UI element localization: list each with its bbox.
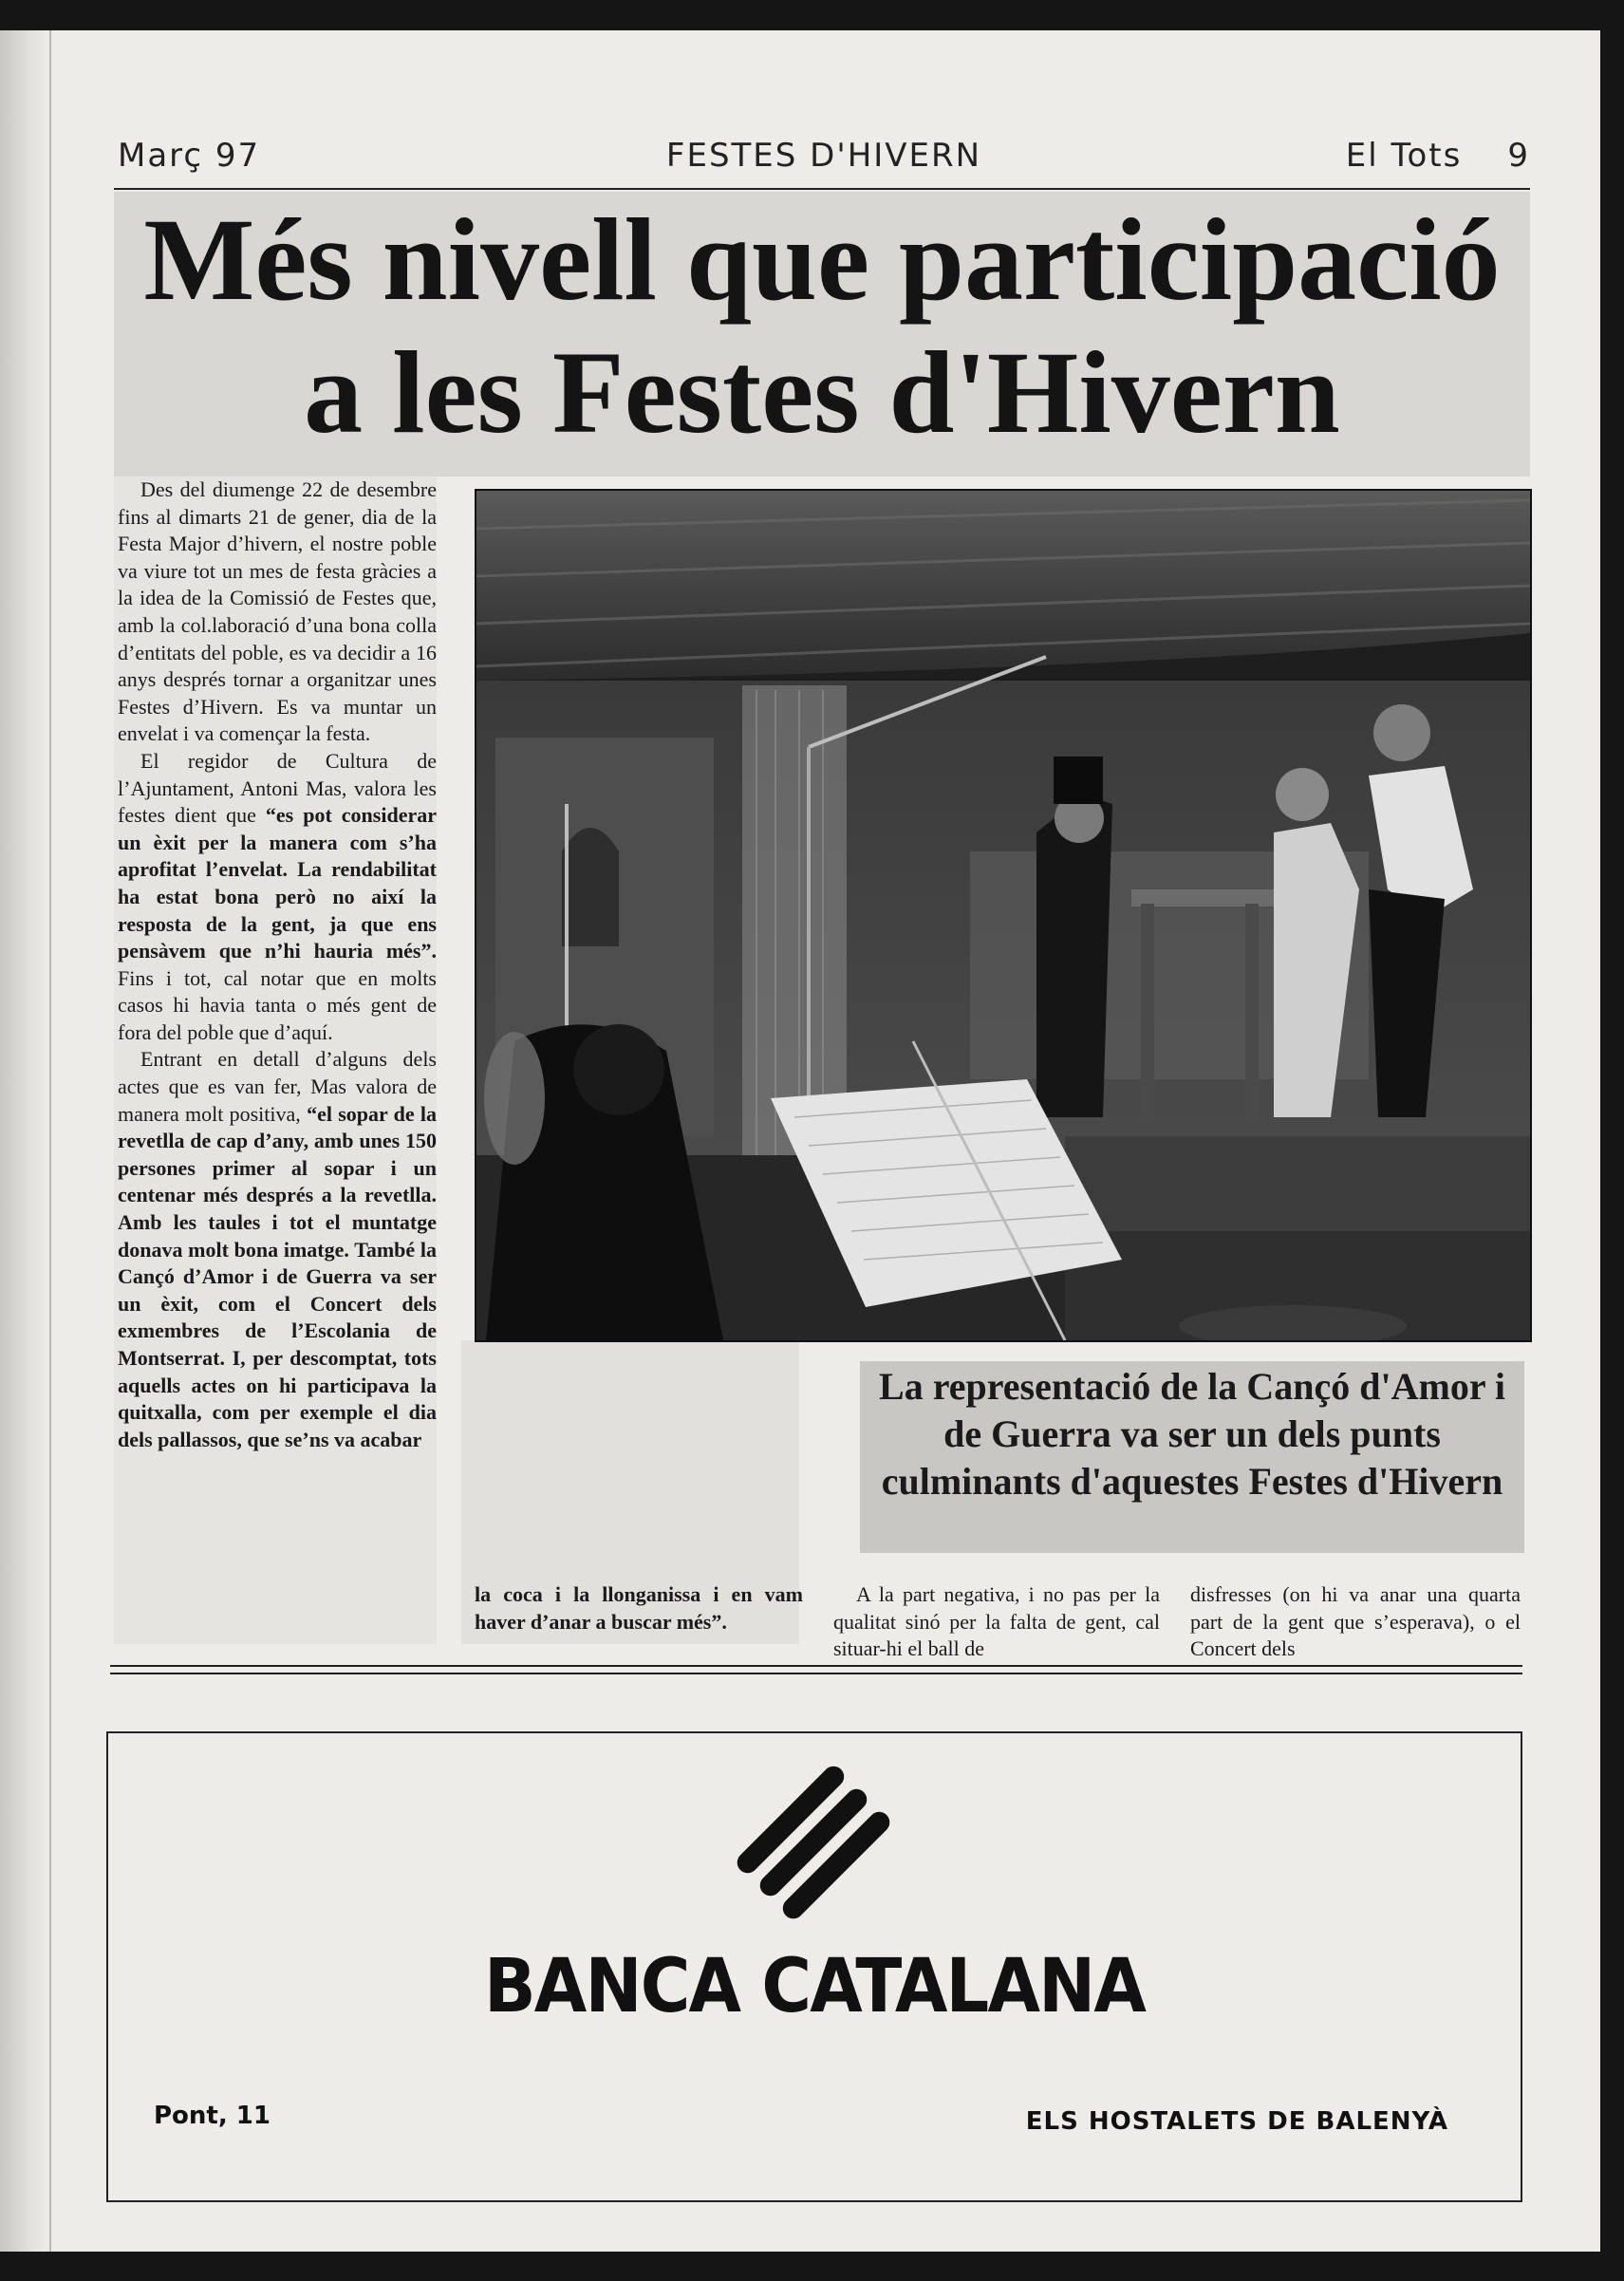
- column-4-text: disfresses (on hi va anar una quarta part de la gent que s’esperava), o el Concert dels: [1190, 1582, 1521, 1661]
- section-rule-top: [110, 1665, 1522, 1667]
- binding-edge: [49, 30, 51, 2252]
- headline-line-1: Més nivell que participació: [143, 195, 1501, 325]
- article-column-2: [475, 1581, 803, 1636]
- column-2-text: la coca i la llonganissa i en vam haver d’anar a buscar més”.: [475, 1582, 803, 1634]
- issue-date: Març 97: [118, 137, 261, 175]
- paragraph-3-lead: Entrant en detall d’alguns dels actes que es van fer, Mas valora de manera molt positiva,: [118, 1047, 437, 1126]
- brand-name: BANCA CATALANA: [483, 1944, 1146, 2029]
- stage-photo-illustration: [476, 491, 1530, 1340]
- section-title: FESTES D'HIVERN: [665, 137, 982, 175]
- paragraph-2-lead: El regidor de Cultura de l’Ajuntament, Antoni Mas, valora les festes dient que: [118, 748, 437, 828]
- paragraph-2: [118, 748, 437, 1047]
- branch-town: ELS HOSTALETS DE BALENYÀ: [1025, 2107, 1448, 2136]
- branch-address: Pont, 11: [154, 2102, 271, 2130]
- magazine-page: [0, 30, 1600, 2252]
- page-number: 9: [1507, 137, 1530, 175]
- binding-gutter: [0, 30, 49, 2252]
- section-rule-bottom: [110, 1673, 1522, 1674]
- publication-name: El Tots: [1345, 137, 1463, 175]
- header-rule: [114, 188, 1530, 190]
- stage-photo: [475, 489, 1532, 1342]
- headline: [114, 194, 1530, 459]
- paragraph-1: Des del diumenge 22 de desembre fins al dimarts 21 de gener, dia de la Festa Major d’hivern, el nostre poble va viure tot un mes de festa gràcies a la idea de la Comissió de Festes que, amb la col.laboració d’una bona colla d’entitats del poble, es va decidir a 16 anys després tornar a organitzar unes Festes d’Hivern. Es va muntar un envelat i va començar la festa.: [118, 477, 437, 746]
- photo-caption: La representació de la Cançó d'Amor i de Guerra va ser un dels punts culminants d'aquestes Festes d'Hivern: [879, 1365, 1505, 1503]
- paragraph-2-tail: Fins i tot, cal notar que en molts casos hi havia tanta o més gent de fora del poble que d’aquí.: [118, 965, 437, 1044]
- headline-line-2: a les Festes d'Hivern: [304, 327, 1340, 458]
- article-column-4: [1190, 1581, 1521, 1663]
- advertisement-banca-catalana: [106, 1731, 1522, 2202]
- article-column-3: [833, 1581, 1160, 1663]
- running-header: [118, 108, 1530, 178]
- paragraph-2-quote: “es pot considerar un èxit per la manera com s’ha aprofitat l’envelat. La rendabilitat ha estat bona però no així la resposta de la gent, ja que ens pensàvem que n’hi hauria més”.: [118, 803, 438, 963]
- banca-catalana-logo-icon: [733, 1762, 894, 1928]
- article-column-1: [114, 477, 437, 1453]
- paragraph-3: [118, 1046, 437, 1453]
- column-3-text: A la part negativa, i no pas per la qualitat sinó per la falta de gent, cal situar-hi el ball de: [833, 1582, 1160, 1661]
- publication-and-page: [1346, 137, 1530, 175]
- paragraph-3-quote: “el sopar de la revetlla de cap d’any, amb unes 150 persones primer al sopar i un centenar més després a la revetlla. Amb les taules i tot el muntatge donava molt bona imatge. També la Cançó d’Amor i de Guerra va ser un èxit, com el Concert dels exmembres de l’Escolania de Montserrat. I, per descomptat, tots aquells actes on hi participava la quitxalla, com per exemple el dia dels pallassos, que se’ns va acabar: [118, 1101, 438, 1451]
